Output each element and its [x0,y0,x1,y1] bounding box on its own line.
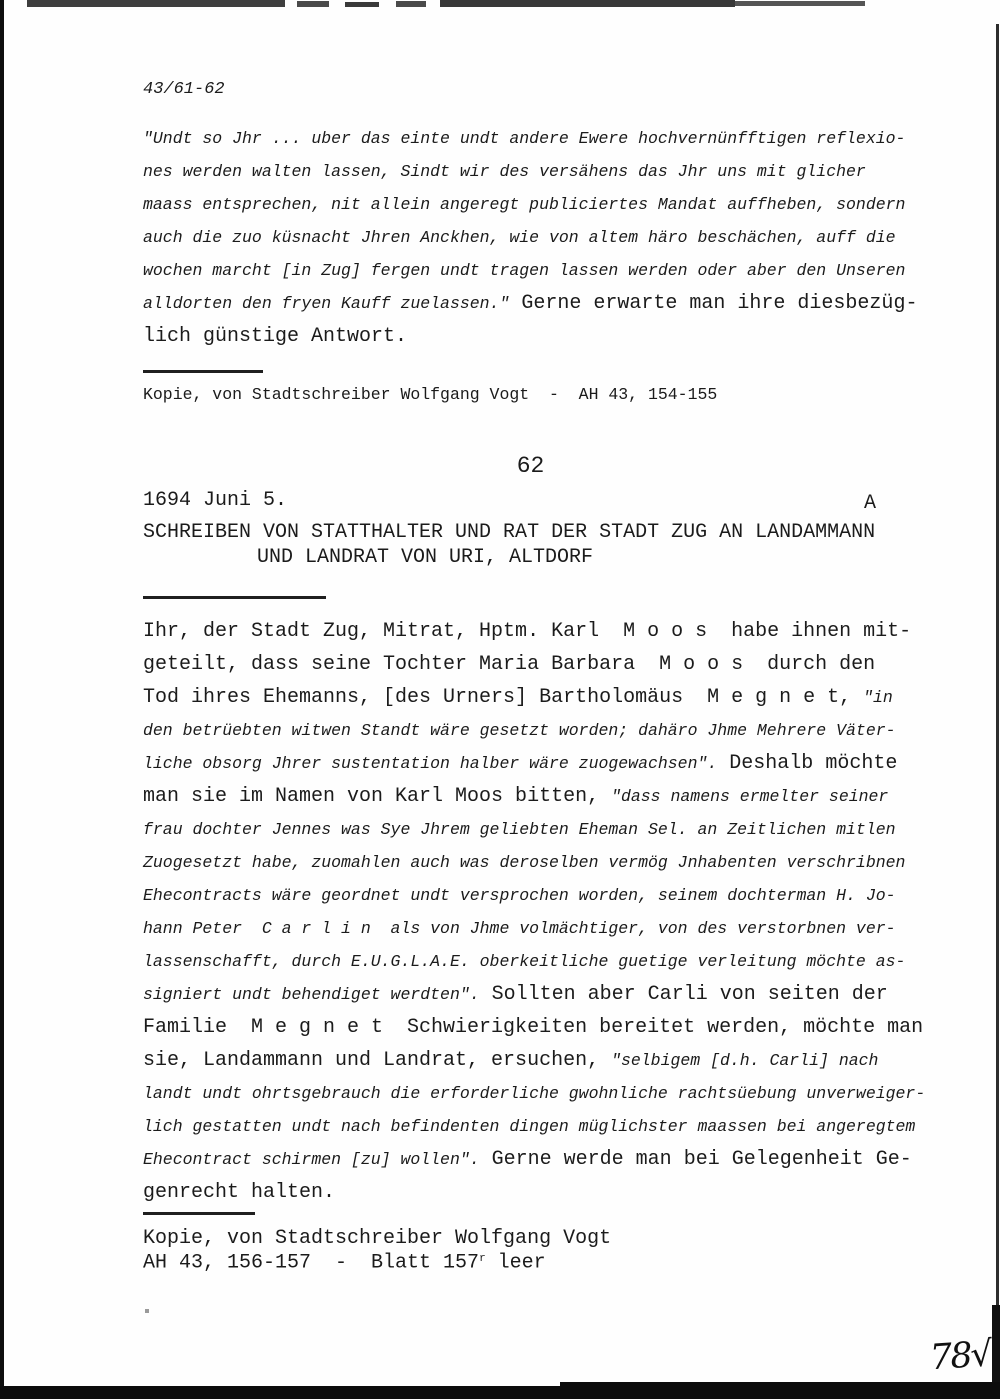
entry-62-source-note [143,1227,612,1275]
scan-speck [145,1309,149,1313]
text-line: lich günstige Antwort. [143,325,408,348]
text-line: Zuogesetzt habe, zuomahlen auch was deroselben vermög Jnhabenten verschribnen [143,853,906,872]
text-line: maass entsprechen, nit allein angeregt publiciertes Mandat auffheben, sondern [143,195,906,214]
text-line: landt undt ohrtsgebrauch die erforderliche gwohnliche rachtsüebung unverweiger- [143,1084,926,1103]
scan-left-edge [0,0,4,1399]
scan-bottom-bar-step [560,1382,1000,1399]
text-line: hann Peter C a r l i n als von Jhme volmächtiger, von des verstorbnen ver- [143,919,896,938]
text-line: lich gestatten undt nach befindenten dingen müglichster maassen bei angeregtem [143,1117,916,1136]
scan-top-bar [440,0,735,7]
entry-62-title-line1: SCHREIBEN VON STATTHALTER UND RAT DER STADT ZUG AN LANDAMMANN [143,521,876,544]
text-line: Familie M e g n e t Schwierigkeiten bereitet werden, möchte man [143,1016,924,1039]
entry-62-body-paragraph [143,615,933,1209]
entry-61-quote-paragraph [143,122,933,353]
text-line: genrecht halten. [143,1181,336,1204]
text-line: geteilt, dass seine Tochter Maria Barbara M o o s durch den [143,653,876,676]
text-line: auch die zuo küsnacht Jhren Anckhen, wie von altem häro beschächen, auff die [143,228,896,247]
divider-rule-entry-62-source [143,1212,255,1215]
text-line: man sie im Namen von Karl Moos bitten, "dass namens ermelter seiner [143,785,889,808]
scan-top-bar [27,0,285,7]
entry-62-title-line2: UND LANDRAT VON URI, ALTDORF [257,546,594,569]
text-line: Kopie, von Stadtschreiber Wolfgang Vogt [143,1227,612,1250]
text-line: sie, Landammann und Landrat, ersuchen, "selbigem [d.h. Carli] nach [143,1049,879,1072]
archival-number: 43/61-62 [143,80,225,99]
scan-right-edge [996,24,999,1308]
entry-62-marker-a: A [864,492,877,515]
text-line: Ehecontracts wäre geordnet undt versprochen worden, seinem dochterman H. Jo- [143,886,896,905]
divider-rule-entry-62-title [143,596,326,599]
scan-top-bar-dash [297,1,329,7]
entry-61-source-note: Kopie, von Stadtschreiber Wolfgang Vogt - AH 43, 154-155 [143,385,718,404]
entry-62-date: 1694 Juni 5. [143,489,288,512]
text-line: den betrüebten witwen Standt wäre gesetzt worden; dahäro Jhme Mehrere Väter- [143,721,896,740]
text-line: AH 43, 156-157 - Blatt 157$^r$ leer [143,1251,546,1275]
handwritten-folio-number: 78√ [928,1334,993,1379]
text-line: "Undt so Jhr ... uber das einte undt andere Ewere hochvernünfftigen reflexio- [143,129,906,148]
text-line: signiert undt behendiget werdten". Sollten aber Carli von seiten der [143,983,888,1006]
text-line: liche obsorg Jhrer sustentation halber wäre zuogewachsen". Deshalb möchte [143,752,898,775]
text-line: lassenschafft, durch E.U.G.L.A.E. oberkeitliche guetige verleitung möchte as- [143,952,906,971]
divider-rule-entry-61 [143,370,263,373]
text-line: nes werden walten lassen, Sindt wir des versähens das Jhr uns mit glicher [143,162,866,181]
text-line: alldorten den fryen Kauff zuelassen." Gerne erwarte man ihre diesbezüg- [143,292,918,315]
entry-62-number: 62 [516,453,545,479]
text-line: Ehecontract schirmen [zu] wollen". Gerne werde man bei Gelegenheit Ge- [143,1148,912,1171]
text-line: wochen marcht [in Zug] fergen undt tragen lassen werden oder aber den Unseren [143,261,906,280]
scan-top-bar-tail [735,1,865,6]
scan-top-bar-dash [396,1,426,7]
text-line: Tod ihres Ehemanns, [des Urners] Bartholomäus M e g n e t, "in [143,686,893,709]
text-line: frau dochter Jennes was Sye Jhrem geliebten Eheman Sel. an Zeitlichen mitlen [143,820,896,839]
scan-top-bar-dash [345,2,379,7]
text-line: Ihr, der Stadt Zug, Mitrat, Hptm. Karl M o o s habe ihnen mit- [143,620,912,643]
